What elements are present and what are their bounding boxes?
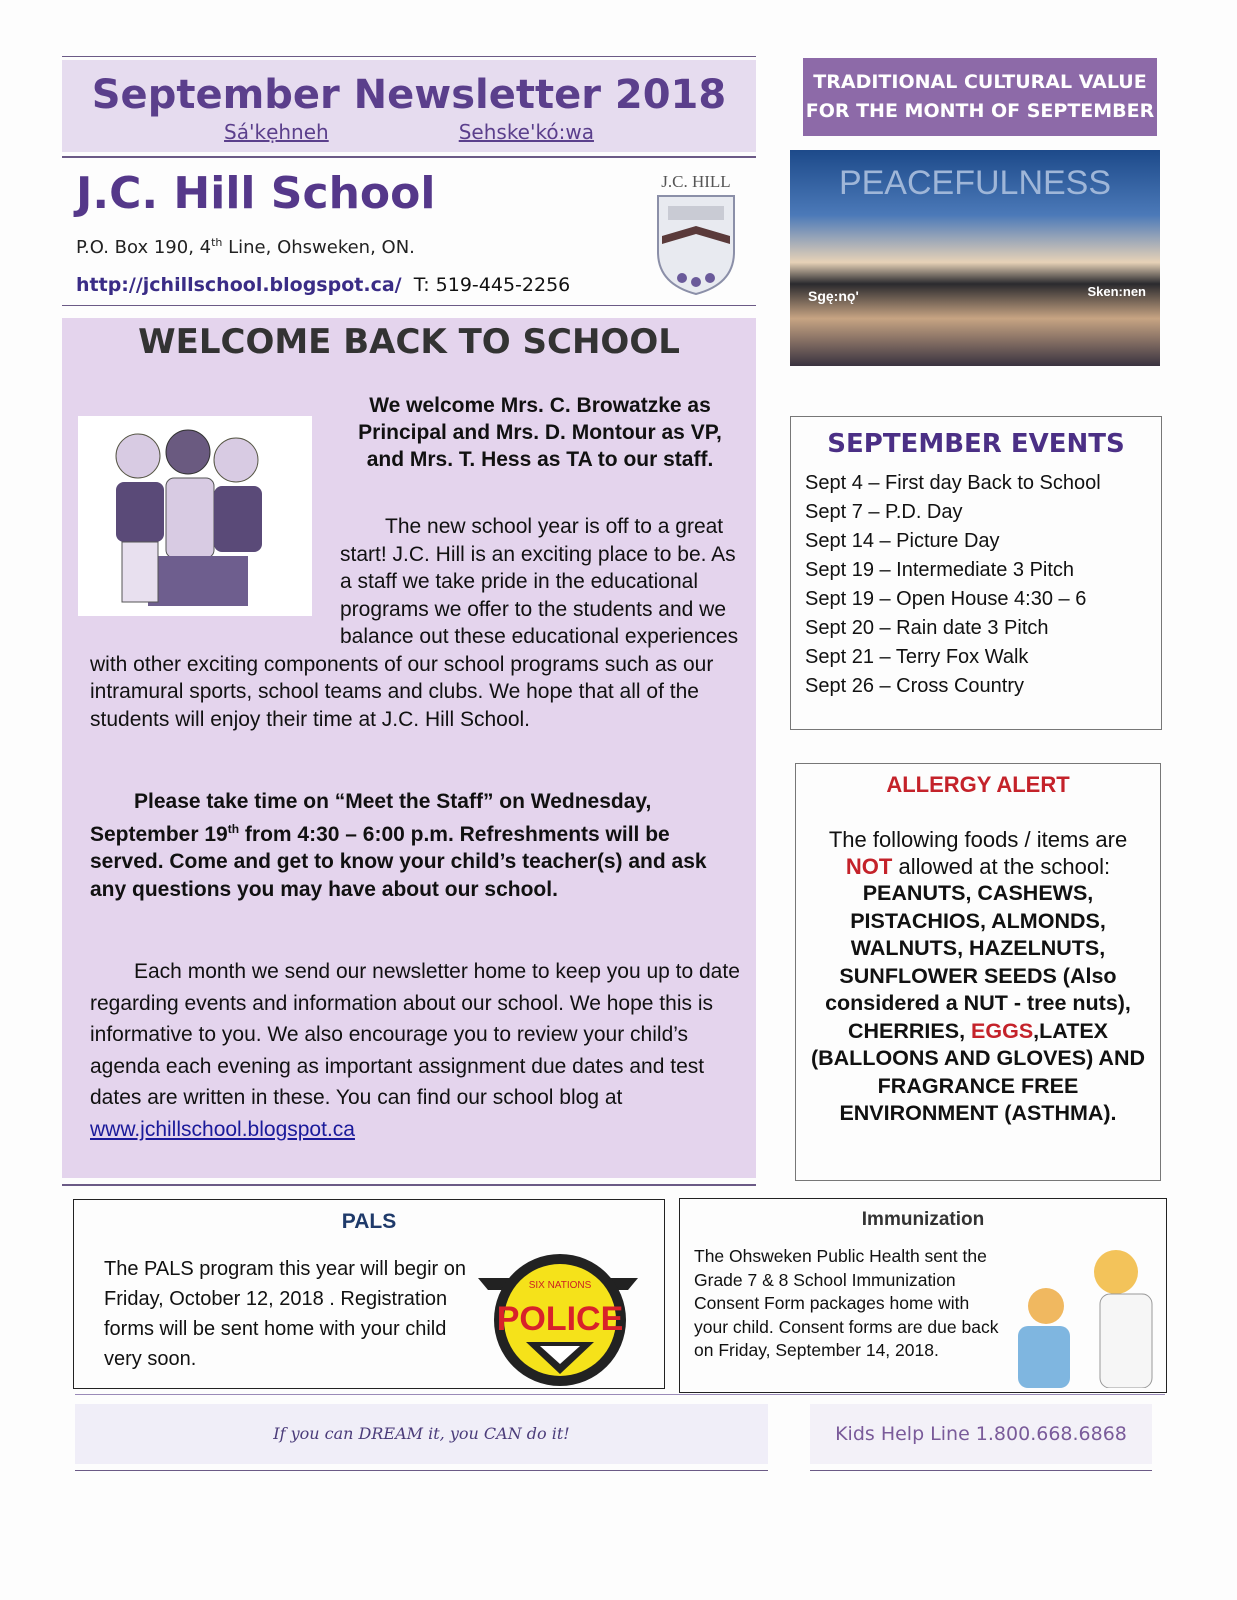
divider [62,56,756,57]
allergen-list: PEANUTS, CASHEWS, PISTACHIOS, ALMONDS, WALNUTS, HAZELNUTS, SUNFLOWER SEEDS (Also considered a NUT - tree nuts), CHERRIES, EGGS,LATEX (BALLOONS AND GLOVES) AND FRAGRANCE FREE ENVIRONMENT (ASTHMA). [810,881,1146,1125]
footer-motto: If you can DREAM it, you CAN do it! [75,1404,768,1464]
staff-welcome-text: We welcome Mrs. C. Browatzke as Principal and Mrs. D. Montour as VP, and Mrs. T. Hess as TA to our staff. [358,394,722,471]
six-nations-police-logo [478,1248,638,1388]
allergy-title: ALLERGY ALERT [886,772,1070,797]
event-item: Sept 20 – Rain date 3 Pitch [805,617,1049,639]
cultural-value-word: PEACEFULNESS [838,164,1112,202]
pals-title: PALS [341,1210,397,1233]
cayuga-word: Sgę:nǫ' [808,288,859,304]
school-contact [76,274,570,296]
divider [75,1394,1165,1395]
newsletter-title: September Newsletter 2018 [91,72,727,118]
peacefulness-lake-photo [790,150,1160,366]
school-phone: T: 519-445-2256 [413,274,571,296]
event-item: Sept 26 – Cross Country [805,675,1024,697]
allergy-intro: The following foods / items are NOT allowed at the school: [828,827,1128,879]
newsletter-info-paragraph: Each month we send our newsletter home to keep you up to date regarding events and information about our school. We hope this is informative to you. We also encourage you to review your child’s agenda each evening as important assignment due dates and test dates are written in these. You can find our school blog at www.jchillschool.blogspot.ca [90,960,740,1141]
meet-the-staff-paragraph: Please take time on “Meet the Staff” on Wednesday, September 19th from 4:30 – 6:00 p.m. Refreshments will be served. Come and get to know your child’s teacher(s) and ask any questions you may have about our school. [90,790,707,901]
school-blog-link[interactable]: www.jchillschool.blogspot.ca [90,1117,355,1141]
svg-text:SIX NATIONS: SIX NATIONS [528,1280,592,1291]
event-item: Sept 14 – Picture Day [805,530,1000,552]
kids-help-line: Kids Help Line 1.800.668.6868 [810,1404,1152,1464]
divider [62,1184,756,1186]
divider [62,305,756,306]
school-crest-logo: J.C. HILL [648,172,744,298]
cayuga-month: Sehske'kó:wa [458,120,594,144]
september-events-box [790,416,1162,730]
school-address: P.O. Box 190, 4th Line, Ohsweken, ON. [76,236,415,258]
welcome-title: WELCOME BACK TO SCHOOL [138,322,680,362]
event-item: Sept 21 – Terry Fox Walk [805,646,1029,668]
events-title: SEPTEMBER EVENTS [827,429,1125,459]
school-url-link[interactable]: http://jchillschool.blogspot.ca/ [76,274,402,296]
event-item: Sept 19 – Open House 4:30 – 6 [805,588,1087,610]
school-name: J.C. Hill School [76,168,436,219]
nurse-vaccination-illustration [1010,1244,1160,1388]
immunization-text: The Ohsweken Public Health sent the Grade 7 & 8 School Immunization Consent Form packages home with your child. Consent forms are due back on Friday, September 14, 2018. [694,1246,999,1360]
divider [75,1470,768,1471]
mohawk-month: Sá'kẹhneh [224,120,329,144]
mohawk-word: Sken:nen [1087,284,1146,299]
event-item: Sept 4 – First day Back to School [805,472,1101,494]
cultural-value-heading: TRADITIONAL CULTURAL VALUE FOR THE MONTH OF SEPTEMBER [803,58,1157,136]
svg-text:POLICE: POLICE [496,1300,624,1338]
immunization-title: Immunization [861,1209,985,1230]
allergy-alert-box [795,763,1161,1181]
welcome-paragraph: The new school year is off to a great start! J.C. Hill is an exciting place to be. As a staff we take pride in the educational programs we offer to the students and we balance out these educational experiences with other exciting components of our school programs such as our intramural sports, school teams and clubs. We hope that all of the students will enjoy their time at J.C. Hill School. [90,515,739,731]
divider [62,156,756,158]
pals-text: The PALS program this year will begir on Friday, October 12, 2018 . Registration forms will be sent home with your child very soon. [104,1258,467,1370]
newsletter-header [62,60,756,152]
event-item: Sept 7 – P.D. Day [805,501,963,523]
divider [810,1470,1152,1471]
event-item: Sept 19 – Intermediate 3 Pitch [805,559,1075,581]
